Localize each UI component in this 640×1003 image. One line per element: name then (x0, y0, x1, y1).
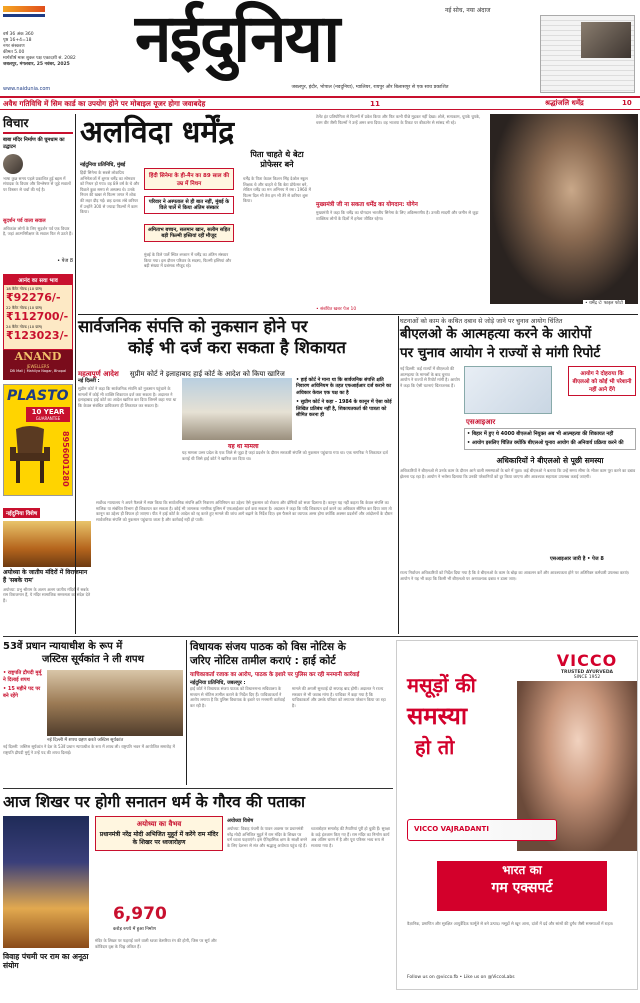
vicco-since: SINCE 1952 (573, 675, 601, 680)
vicco-banner (437, 861, 607, 911)
dharmendra-inset (144, 224, 234, 242)
cji-bullets (3, 670, 43, 699)
plasto-ad[interactable] (3, 384, 73, 496)
blo-bullet: • बिहार में हुए थे 4000 बीएलओ नियुक्त अब भी आत्महत्या की शिकायत नहीं (467, 431, 614, 437)
masthead-info-1: पृष्ठ 16+4=18 (3, 38, 32, 44)
anand-brand: ANAND (14, 350, 62, 363)
ram-temple-photo (3, 816, 89, 948)
plasto-brand: PLASTO (7, 388, 69, 404)
dainik-logo (3, 6, 45, 28)
ram-text-3: मंदिर के शिखर पर फहराई जाने वाली ध्वजा केसरिया रंग की होगी, जिस पर सूर्य और कोविदार वृक्ष के चिह्न अंकित हैं। (95, 938, 217, 949)
sc-court-photo (182, 378, 292, 440)
sc-tag: महत्वपूर्ण आदेश (78, 370, 119, 378)
rule (3, 788, 393, 789)
ram-subhead: प्रधानमंत्री नरेंद्र मोदी अभिजित मुहूर्त में करेंगे राम मंदिर के शिखर पर ध्वजारोहण (99, 831, 219, 846)
anand-sub: JEWELLERS (26, 364, 50, 369)
market-label: 22 कैरेट गोल्ड (10 ग्राम) (6, 305, 43, 310)
blo-extra-text: राज्य निर्वाचन अधिकारियों को निर्देश दिया गया है कि वे बीएलओ के काम के बोझ का आकलन करें और आवश्यकता होने पर अतिरिक्त कर्मचारी उपलब्ध कराएं। आयोग ने यह भी कहा कि किसी भी बीएलओ पर अनावश्यक दबाव न डाला जाए। (400, 570, 630, 581)
market-value: ₹112700/- (6, 310, 69, 323)
top-strip-right[interactable]: श्रद्धांजलि धर्मेंद्र (545, 99, 584, 107)
chair-icon (8, 425, 52, 485)
plasto-phone[interactable]: 8956001280 (61, 431, 70, 487)
market-value: ₹92276/- (6, 291, 61, 304)
vichar-quote-2[interactable]: सुदर्शन पर्व वाला सवाल (3, 217, 46, 224)
market-box (3, 274, 73, 350)
rule (398, 316, 399, 634)
rule (3, 636, 638, 637)
vicco-footer: Follow us on @vicco.fb • Like us on @ViccoLabs (407, 975, 515, 980)
vicco-ad[interactable] (396, 640, 638, 990)
vicco-headline-3: हो तो (415, 735, 455, 759)
temple-photo (3, 521, 91, 567)
blo-text-2: अधिकारियों ने बीएलओ से उनके काम के दौरान आने वाली समस्याओं के बारे में पूछा। कई बीएलओ ने बताया कि उन्हें समय सीमा के भीतर काम पूरा करने का दबाव झेलना पड़ रहा है। आयोग ने भरोसा दिलाया कि उनकी परेशानियों को दूर किया जाएगा और आवश्यक सहायता उपलब्ध कराई जाएगी। (400, 468, 636, 479)
sc-headline-2[interactable]: कोई भी दर्ज करा सकता है शिकायत (128, 338, 346, 357)
vicco-banner-2: गम एक्सपर्ट (491, 880, 553, 896)
market-row (4, 304, 72, 323)
cji-story (3, 640, 183, 785)
masthead-info-3: कीमत 5.00 (3, 50, 25, 56)
temple-text: अयोध्या: प्रभु श्रीराम के अलग अलग जातीय मंदिरों में सबके राम विराजमान हैं, ये मंदिर सामाजिक समरसता का संदेश देते हैं। (3, 586, 91, 603)
mla-text-1: हाई कोर्ट ने विधायक संजय पाठक को विधानसभा सचिवालय के माध्यम से नोटिस तामील कराने के निर्देश दिए हैं। याचिकाकर्ता ने आरोप लगाया है कि पुलिस विधायक के इशारे पर मनमानी कार्रवाई कर रही है। (190, 686, 285, 708)
dharmendra-text-2: मुंबई के विले पार्ले स्थित श्मशान में धर्मेंद्र का अंतिम संस्कार किया गया। इस दौरान परिवार के सदस्य, फिल्मी हस्तियां और बड़ी संख्या में प्रशंसक मौजूद रहे। (144, 252, 232, 269)
market-title: आनंद का सवा भाव (4, 275, 72, 285)
vicco-product-label: VICCO VAJRADANTI (414, 825, 489, 833)
top-strip-right-ref: 10 (622, 99, 632, 107)
ram-number: 6,970 (113, 904, 167, 924)
masthead-slogan: नई सोच, नया अंदाज (445, 7, 491, 14)
blo-sub-headline[interactable]: अधिकारियों ने बीएलओ से पूछी समस्या (496, 456, 604, 465)
temple-headline[interactable]: अयोध्या के जातीय मंदिरों में विराजमान हैं 'सबके राम' (3, 569, 88, 584)
dharmendra-text-5: मुख्यमंत्री ने कहा कि धर्मेंद्र का योगदान भारतीय सिनेमा के लिए अविस्मरणीय है। उनकी सादगी और जमीन से जुड़ा व्यक्तित्व लोगों के दिलों में हमेशा जीवित रहेगा। (316, 210, 479, 221)
dharmendra-text-4: टेलेंट हंट प्रतियोगिता से फिल्मों में प्रवेश किया और फिर कभी पीछे मुड़कर नहीं देखा। शोले, सत्यकाम, चुपके चुपके, धरम वीर जैसी फिल्मों ने उन्हें अमर बना दिया। वह भाजपा के टिकट पर बीकानेर से सांसद भी रहे। (316, 114, 481, 125)
blo-story (400, 316, 638, 566)
vicco-headline-2: समस्या (407, 702, 468, 730)
sc-bullet: • हाई कोर्ट ने माना था कि सार्वजनिक संपत्ति क्षति निवारण अधिनियम के तहत एफआईआर दर्ज कराने का अधिकार केवल एक पक्ष का है (296, 378, 392, 396)
ram-number-label: करोड़ रुपये में हुआ निर्माण (113, 927, 156, 932)
vichar-title: विचार (3, 114, 73, 134)
ram-caption[interactable]: विवाह पंचमी पर राम का अनूठा संयोग (3, 952, 89, 971)
dharmendra-quote-box (144, 196, 234, 214)
temple-tag: नईदुनिया विशेष (3, 508, 40, 518)
anand-city: DB Mall | Mahilya Nagar, Bhopal (9, 369, 67, 373)
vichar-quote-1[interactable]: बाबा मंदिर निर्माण की घूमधाम का उद्घाटन (3, 137, 65, 150)
blo-sidebar-label: एसआइआर (466, 418, 496, 426)
inset-text: अमिताभ बच्चन, सलमान खान, सलीम सहित बड़ी फिल्मी हस्तियां रहीं मौजूद (147, 227, 231, 239)
masthead-editions: जबलपुर, इंदौर, भोपाल (नवदुनिया), ग्वालियर, रायपुर और बिलासपुर से एक साथ प्रकाशित (291, 85, 449, 90)
blo-credit: एसआइआर जारी है • पेज 8 (550, 556, 604, 562)
sc-dateline: नई दिल्ली : (78, 378, 100, 384)
cji-bullet: • 15 महीने पद पर बने रहेंगे (3, 686, 41, 699)
ram-headline[interactable]: आज शिखर पर होगी सनातन धर्म के गौरव की पताका (3, 793, 306, 811)
market-row (4, 323, 72, 342)
cji-headline-1[interactable]: 53वें प्रधान न्यायाधीश के रूप में (3, 641, 123, 652)
vicco-product (407, 819, 557, 841)
anand-logo (3, 350, 73, 380)
ram-mandir-story (3, 792, 393, 1000)
masthead-info-0: वर्ष 36 अंक 360 (3, 32, 34, 37)
blo-id-card (464, 366, 552, 414)
market-label: 24 कैरेट गोल्ड (10 ग्राम) (6, 324, 43, 329)
vichar-text-1: भाषा कुछ समय पहले प्रकाशित हुई बहस में संपादक के विचार और विश्लेषण से जुड़े सवालों पर विस्तार से चर्चा की गई है। (3, 175, 71, 192)
dharmendra-photo-caption: • धर्मेंद्र ✆ फाइल फोटो (585, 301, 623, 306)
blo-headline-3[interactable]: पर चुनाव आयोग ने राज्यों से मांगी रिपोर्ट (400, 345, 601, 361)
sc-subhead: सुप्रीम कोर्ट ने इलाहाबाद हाई कोर्ट के आदेश को किया खारिज (129, 370, 285, 378)
sc-text-2: यह मामला उत्तर प्रदेश के एक जिले से जुड़ा है जहां प्रदर्शन के दौरान सरकारी संपत्ति को नुकसान पहुंचाया गया था। एक नागरिक ने शिकायत दर्ज कराई थी जिसे हाई कोर्ट ने खारिज कर दिया था। (182, 450, 388, 461)
top-strip-headline[interactable]: अवैध गतिविधि में सिम कार्ड का उपयोग होने पर मोबाइल यूजर होगा जवाबदेह (3, 99, 206, 108)
dharmendra-dateline: नईदुनिया प्रतिनिधि, मुंबई (80, 162, 126, 168)
blo-bullets (464, 428, 636, 450)
mla-headline-1[interactable]: विधायक संजय पाठक को विस नोटिस के (190, 641, 346, 653)
vichar-attribution: • पेज 8 (57, 257, 73, 264)
plasto-years-sub: GUARANTEE (35, 416, 61, 421)
sc-section-label: यह था मामला (228, 443, 259, 450)
masthead-left-info (3, 32, 123, 68)
plasto-guarantee (26, 407, 70, 422)
ram-text-1: अयोध्या: विवाह पंचमी के पावन अवसर पर प्रधानमंत्री नरेंद्र मोदी अभिजित मुहूर्त में राम मंदिर के शिखर पर धर्म ध्वजा फहराएंगे। इस ऐतिहासिक क्षण के साक्षी बनने के लिए देशभर से संत और श्रद्धालु अयोध्या पहुंच रहे हैं। (227, 826, 307, 848)
vicco-small-print: वैज्ञानिक, प्रमाणित और सुरक्षित आयुर्वेदिक फार्मूले से बने उत्पाद। मसूड़ों से खून आना, दांतों में दर्द और सांसों की दुर्गंध जैसी समस्याओं में राहत। (407, 921, 614, 926)
sc-bullet: • सुप्रीम कोर्ट ने कहा - 1984 के कानून में ऐसा कोई लिखित प्रतिबंध नहीं है, शिकायतकर्ता की पात्रता को सीमित करना ही (296, 400, 392, 419)
vicco-tagline: TRUSTED AYURVEDA (560, 670, 614, 675)
mla-dateline: नईदुनिया प्रतिनिधि, जबलपुर : (190, 680, 246, 686)
vichar-photo (3, 154, 23, 174)
rule (186, 640, 187, 785)
cji-bullet: • राष्ट्रपति द्रौपदी मुर्मू ने दिलाई शपथ (3, 670, 42, 683)
masthead-note: मार्गशीर्ष मास शुक्ल पक्ष एकादशी सं. 2082 (3, 56, 76, 62)
ram-tag: अयोध्या का वैभव (136, 820, 182, 828)
rule (75, 114, 76, 634)
vicco-logo (547, 651, 627, 680)
ram-box (95, 816, 223, 851)
temple-story (3, 500, 91, 625)
blo-side-box (568, 366, 636, 396)
dharmendra-callout-1 (144, 168, 234, 190)
vichar-box (3, 114, 73, 272)
vicco-brand: VICCO (556, 651, 618, 670)
dharmendra-text-3: धर्मेंद्र के पिता केवल किशन सिंह देओल स्कूल शिक्षक थे और चाहते थे कि बेटा प्रोफेसर बने, लेकिन धर्मेंद्र का मन अभिनय में रमा। 1960 में फिल्म दिल भी तेरा हम भी तेरे से करियर शुरू किया। (243, 176, 311, 204)
cji-text: नई दिल्ली: जस्टिस सूर्यकांत ने देश के 53वें प्रधान न्यायाधीश के रूप में शपथ ली। राष्ट्रपति भवन में आयोजित समारोह में राष्ट्रपति द्रौपदी मुर्मू ने उन्हें पद की शपथ दिलाई। (3, 744, 175, 755)
ram-text-2: ध्वजारोहण समारोह की तैयारियां पूरी हो चुकी हैं। सुरक्षा के कड़े इंतजाम किए गए हैं। राम मंदिर का निर्माण कार्य अब अंतिम चरण में है और पूरा परिसर भव्य रूप से सजाया गया है। (311, 826, 390, 848)
sc-bullets (296, 378, 396, 420)
masthead-website: www.naidunia.com (3, 86, 51, 92)
vicco-banner-1: भारत का (502, 863, 542, 877)
vichar-text-2: अधिकांश लोगों के लिए सुदर्शन पर्व एक विचार है, जहां आत्मनिरीक्षण के सवाल फिर से उठते हैं। (3, 225, 73, 237)
cji-photo (47, 670, 183, 736)
cji-caption: नई दिल्ली में शपथ ग्रहण करते जस्टिस सूर्यकांत (47, 738, 124, 743)
dharmendra-headline[interactable]: अलविदा धर्मेंद्र (80, 115, 235, 150)
blo-headline-2[interactable]: बीएलओ के आत्महत्या करने के आरोपों (400, 326, 592, 342)
blo-bullet: • आयोग इसलिए चिंतित क्योंकि बीएलओ चुनाव आयोग की अनिवार्य प्रक्रिया करने की (467, 439, 624, 446)
mla-story (190, 640, 390, 785)
mla-subhead: याचिकाकर्ता रजाक का आरोप, पाठक के इशारे पर पुलिस कर रही मनमानी कार्रवाई (190, 672, 360, 678)
blo-text-1: नई दिल्ली: कई राज्यों में बीएलओ की आत्महत्या के मामलों के बाद चुनाव आयोग ने राज्यों से रिपोर्ट मांगी है। आयोग ने कहा कि ऐसी घटनाएं चिंताजनक हैं। (400, 366, 460, 388)
dharmendra-callout-2[interactable]: पिता चाहते थे बेटा प्रोफेसर बने (250, 150, 304, 169)
blo-side-box-text: आयोग ने दोहराया कि बीएलओ को कोई भी परेशानी नहीं आने देंगे (572, 371, 632, 393)
masthead-info-2: नगर संस्करण (3, 44, 25, 50)
quote-box-text: परिवार ने अस्पताल से ही बात नहीं, मुंबई के विले पार्ले में किया अंतिम संस्कार (148, 199, 230, 211)
dharmendra-text-1: हिंदी सिनेमा के सबसे लोकप्रिय अभिनेताओं में शुमार धर्मेंद्र का सोमवार को निधन हो गया। वह 89 वर्ष के थे और पिछले कुछ समय से अस्वस्थ थे। उनके निधन की खबर से फिल्म जगत में शोक की लहर दौड़ गई। छह दशक लंबे करियर में उन्होंने 300 से ज्यादा फिल्मों में काम किया। (80, 170, 140, 215)
mla-headline-2[interactable]: जरिए नोटिस तामील कराएं : हाई कोर्ट (190, 655, 336, 667)
sc-text-1: सुप्रीम कोर्ट ने कहा कि सार्वजनिक संपत्ति को नुकसान पहुंचाने के मामलों में कोई भी व्यक्ति शिकायत दर्ज करा सकता है। अदालत ने इलाहाबाद हाई कोर्ट का आदेश खारिज कर दिया जिसमें कहा गया था कि केवल संबंधित प्राधिकरण ही शिकायत कर सकता है। (78, 386, 177, 408)
blo-headline-1: घटनाओं को काम के कथित दबाव से जोड़े जाने पर चुनाव आयोग चिंतित (400, 318, 563, 325)
plasto-years: 10 YEAR (31, 408, 65, 416)
ram-byline: अयोध्या विशेष (227, 818, 254, 824)
vicco-headline-1: मसूड़ों की (407, 673, 476, 697)
market-row (4, 285, 72, 304)
callout-1-text: हिंदी सिनेमा के ही-मैन का 89 साल की उम्र में निधन (148, 173, 230, 187)
market-label: 18 कैरेट गोल्ड (10 ग्राम) (6, 286, 43, 291)
sc-extra-text: सर्वोच्च न्यायालय ने अपने फैसले में स्पष्ट किया कि सार्वजनिक संपत्ति क्षति निवारण अधिनियम का उद्देश्य ऐसे नुकसान को रोकना और दोषियों को सजा दिलाना है। कानून यह नहीं कहता कि केवल संपत्ति का मालिक या संबंधित विभाग ही शिकायत कर सकता है। कोई भी जागरूक नागरिक पुलिस में एफआईआर दर्ज करा सकता है। अदालत ने कहा कि यदि शिकायत दर्ज करने का अधिकार सीमित कर दिया जाए तो कानून का उद्देश्य ही विफल हो जाएगा। पीठ ने हाई कोर्ट के आदेश को रद्द करते हुए मामले की जांच आगे बढ़ाने के निर्देश दिए। इस फैसले का व्यापक असर होगा क्योंकि अक्सर प्रदर्शनों और आंदोलनों के दौरान सार्वजनिक संपत्ति को नुकसान पहुंचाया जाता है और कार्रवाई नहीं हो पाती। (96, 500, 393, 522)
sc-story (78, 316, 396, 498)
top-strip (0, 96, 640, 110)
dharmendra-story-headline[interactable]: मुख्यमंत्री जी ना सकता धर्मेंद्र का योगदान: योगेन (316, 202, 418, 208)
market-value: ₹123023/- (6, 329, 69, 342)
mla-text-2: मामले की अगली सुनवाई दो सप्ताह बाद होगी। अदालत ने राज्य सरकार से भी जवाब मांगा है। याचिका में कहा गया है कि याचिकाकर्ता और उसके परिवार को लगातार परेशान किया जा रहा है। (292, 686, 386, 708)
cji-headline-2[interactable]: जस्टिस सूर्यकांत ने ली शपथ (42, 654, 144, 665)
sc-headline-1[interactable]: सार्वजनिक संपत्ति को नुकसान होने पर (78, 317, 308, 336)
masthead-thumbnail (540, 15, 635, 93)
masthead-date: जबलपुर, मंगलवार, 25 नवंबर, 2025 (3, 62, 70, 68)
dharmendra-page-ref: • संबंधित खबर पेज 10 (316, 307, 357, 312)
masthead-title: नईदुनिया (135, 0, 339, 77)
rule (78, 314, 638, 315)
dharmendra-section (78, 114, 638, 314)
dharmendra-photo[interactable] (490, 114, 638, 304)
masthead (0, 0, 640, 95)
top-strip-page-ref: 11 (370, 99, 381, 108)
